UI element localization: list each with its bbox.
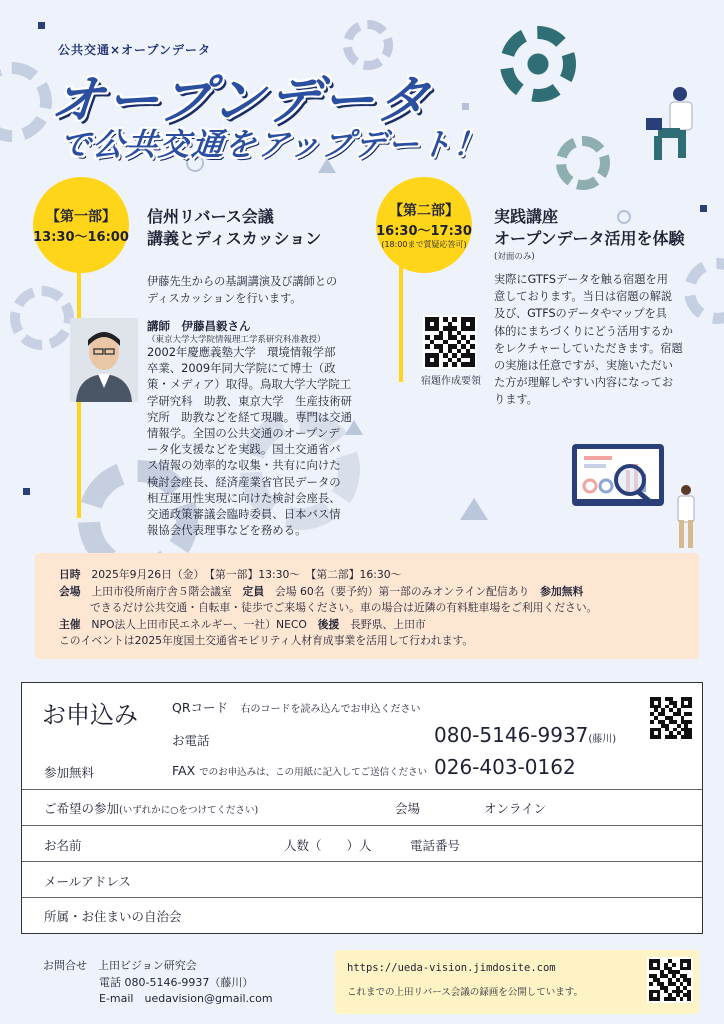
bio-line: 交通政策審議会臨時委員、日本バス情 (147, 507, 341, 522)
form-divider (22, 825, 702, 826)
part2-desc-line: た方が理解しやすい内容になってお (494, 376, 674, 390)
qr-label: QRコード (172, 700, 229, 715)
capacity-label: 定員 (242, 584, 265, 598)
square-decoration (700, 205, 707, 212)
part1-heading-line2: 講義とディスカッション (147, 229, 322, 248)
part1-label: 【第一部】 (46, 208, 116, 225)
part1-badge (33, 177, 129, 273)
part1-desc-line: ディスカッションを行います。 (147, 292, 302, 305)
gear-icon (500, 26, 576, 102)
part1-heading (147, 206, 321, 250)
archive-qr-code[interactable] (647, 957, 693, 1003)
part1-heading-line1: 信州リバース会議 (147, 207, 274, 226)
preference-row (44, 799, 258, 817)
bio-line: 2002年慶應義塾大学 環境情報学部 (147, 345, 336, 359)
date-row (59, 567, 699, 584)
support-label: 後援 (317, 617, 340, 631)
part2-desc-line: ります。 (494, 393, 538, 407)
venue-value: 上田市役所南庁舎５階会議室 (91, 584, 232, 598)
square-decoration (23, 488, 30, 495)
page-title: オープンデータ (48, 71, 435, 131)
part2-desc-line: 及び、GTFSのデータやマップを具 (494, 307, 667, 321)
organizer-row (59, 617, 699, 634)
qr-instruction: 右のコードを読み込んでお申込ください (240, 704, 421, 715)
municipality-label: 所属・お住まいの自治会 (44, 909, 182, 924)
count-field[interactable]: 人数（ ）人 (284, 838, 372, 853)
qr-pattern (425, 317, 475, 367)
form-divider (22, 861, 702, 862)
part2-desc-line: 体的にまちづくりにどう活用するか (494, 324, 673, 338)
part2-timeline-line (399, 250, 403, 382)
form-divider (22, 897, 702, 898)
fax-row (172, 763, 427, 778)
part2-desc-line: をレクチャーしていただきます。宿題 (494, 341, 683, 355)
part2-mode: (対面のみ) (494, 252, 535, 262)
venue-label: 会場 (59, 584, 81, 598)
funding-note: このイベントは2025年度国土交通省モビリティ人材育成事業を活用して行われます。 (59, 634, 474, 648)
part2-desc-line: の実施は任意ですが、実施いただい (494, 359, 674, 373)
contact-label: お問合せ (43, 959, 87, 972)
fax-instruction: でのお申込みは、この用紙に記入してご送信ください (199, 767, 428, 778)
bio-line: ータ化支援などを実践。国土交通省バ (147, 442, 341, 457)
data-analysis-illustration (568, 440, 700, 552)
part2-note: (18:00まで質疑応答可) (381, 240, 467, 249)
date-value: 2025年9月26日（金） 【第一部】13:30〜 【第二部】16:30〜 (91, 568, 402, 581)
option-venue[interactable]: 会場 (395, 801, 421, 816)
contact-block (43, 958, 273, 1008)
form-title: お申込み (42, 701, 138, 729)
archive-box (335, 950, 699, 1014)
fax-label: FAX (172, 763, 196, 778)
part2-heading-line1: 実践講座 (494, 207, 559, 226)
bio-line: 相互運用性実現に向けた検討会座長、 (147, 490, 341, 505)
phone-number-value: 080-5146-9937 (434, 723, 589, 747)
part2-description (494, 271, 683, 409)
part2-time: 16:30〜17:30 (376, 224, 472, 239)
part2-heading (494, 206, 685, 250)
option-online[interactable]: オンライン (484, 801, 547, 816)
contact-email: E-mail uedavision@gmail.com (99, 992, 273, 1005)
square-decoration (38, 22, 45, 29)
bio-line: 策・メディア）取得。鳥取大学大学院工 (147, 377, 352, 392)
bio-line: 究所 助教などを経て現職。専門は交通 (147, 409, 353, 424)
lecturer-name: 講師 伊藤昌毅さん (147, 319, 251, 333)
capacity-value: 会場 60名（要予約）第一部のみオンライン配信あり (274, 584, 530, 598)
contact-row (43, 958, 273, 975)
homework-qr-code[interactable] (423, 315, 477, 369)
free-label: 参加無料 (44, 765, 95, 780)
organizer-label: 主催 (59, 617, 81, 631)
triangle-outline-decoration (460, 498, 488, 520)
bio-line: 学研究科 助教、東京大学 生産技術研 (147, 393, 353, 408)
email-label: メールアドレス (44, 874, 131, 889)
gear-icon (0, 62, 52, 142)
part2-label: 【第二部】 (389, 203, 459, 219)
lecturer-affiliation: （東京大学大学院情報理工学系研究科准教授） (147, 335, 326, 345)
part1-description (147, 273, 337, 307)
square-decoration (462, 103, 469, 110)
event-info-box (35, 553, 699, 659)
application-qr-code[interactable] (648, 695, 694, 741)
part2-desc-line: 意しております。当日は宿題の解説 (494, 290, 673, 304)
transport-note: できるだけ公共交通・自転車・徒歩でご来場ください。車の場合は近隣の有料駐車場をご利用ください。 (90, 601, 598, 615)
bio-line: 報協会代表理事などを務める。 (147, 523, 307, 538)
tagline: 公共交通×オープンデータ (58, 43, 211, 57)
bio-line: 検討会座長、経済産業省官民データの (147, 474, 341, 489)
website-link[interactable]: https://ueda-vision.jimdosite.com (347, 962, 556, 974)
part2-desc-line: 実際にGTFSデータを触る宿題を用 (494, 273, 668, 286)
preference-note: (いずれかに○をつけてください) (119, 805, 259, 816)
phone-label: お電話 (172, 733, 210, 748)
qr-pattern (649, 959, 691, 1001)
gear-icon (684, 258, 724, 324)
part2-heading-line2: オープンデータ活用を体験 (494, 229, 685, 248)
part1-time: 13:30〜16:00 (33, 229, 129, 245)
phone-number (434, 723, 616, 747)
qr-row (172, 698, 421, 716)
page-subtitle: で公共交通をアップデート！ (57, 127, 489, 163)
phone-person: (藤川) (588, 734, 617, 745)
bio-line: 卒業、2009年同大学院にて博士（政 (147, 361, 336, 376)
contact-tel: 電話 080-5146-9937（藤川） (99, 975, 254, 989)
part1-desc-line: 伊藤先生からの基調講演及び講師との (147, 275, 338, 288)
date-label: 日時 (59, 568, 81, 581)
bio-line: 情報学。全国の公共交通のオープンデ (147, 426, 340, 441)
lecturer-bio (147, 344, 352, 538)
application-form (21, 682, 703, 934)
gear-icon (556, 136, 610, 190)
venue-row (59, 584, 699, 601)
organizer-value: NPO法人上田市民エネルギー、一社）NECO (91, 617, 307, 631)
part2-badge (376, 177, 472, 273)
name-label: お名前 (44, 838, 82, 853)
gear-icon (10, 286, 74, 350)
fax-number: 026-403-0162 (434, 755, 576, 779)
homework-qr-caption: 宿題作成要領 (421, 376, 481, 387)
org-name: 上田ビジョン研究会 (98, 959, 197, 972)
fee-label: 参加無料 (540, 584, 584, 598)
form-divider (22, 789, 702, 790)
researcher-illustration (640, 84, 710, 164)
archive-note: これまでの上田リバース会議の録画を公開しています。 (347, 987, 583, 998)
bio-line: ス情報の効率的な収集・共有に向けた (147, 458, 341, 473)
lecturer-photo (70, 318, 138, 402)
tel-label: 電話番号 (410, 838, 461, 853)
qr-pattern (650, 697, 692, 739)
preference-label: ご希望の参加 (44, 801, 120, 816)
support-value: 長野県、上田市 (350, 617, 426, 631)
